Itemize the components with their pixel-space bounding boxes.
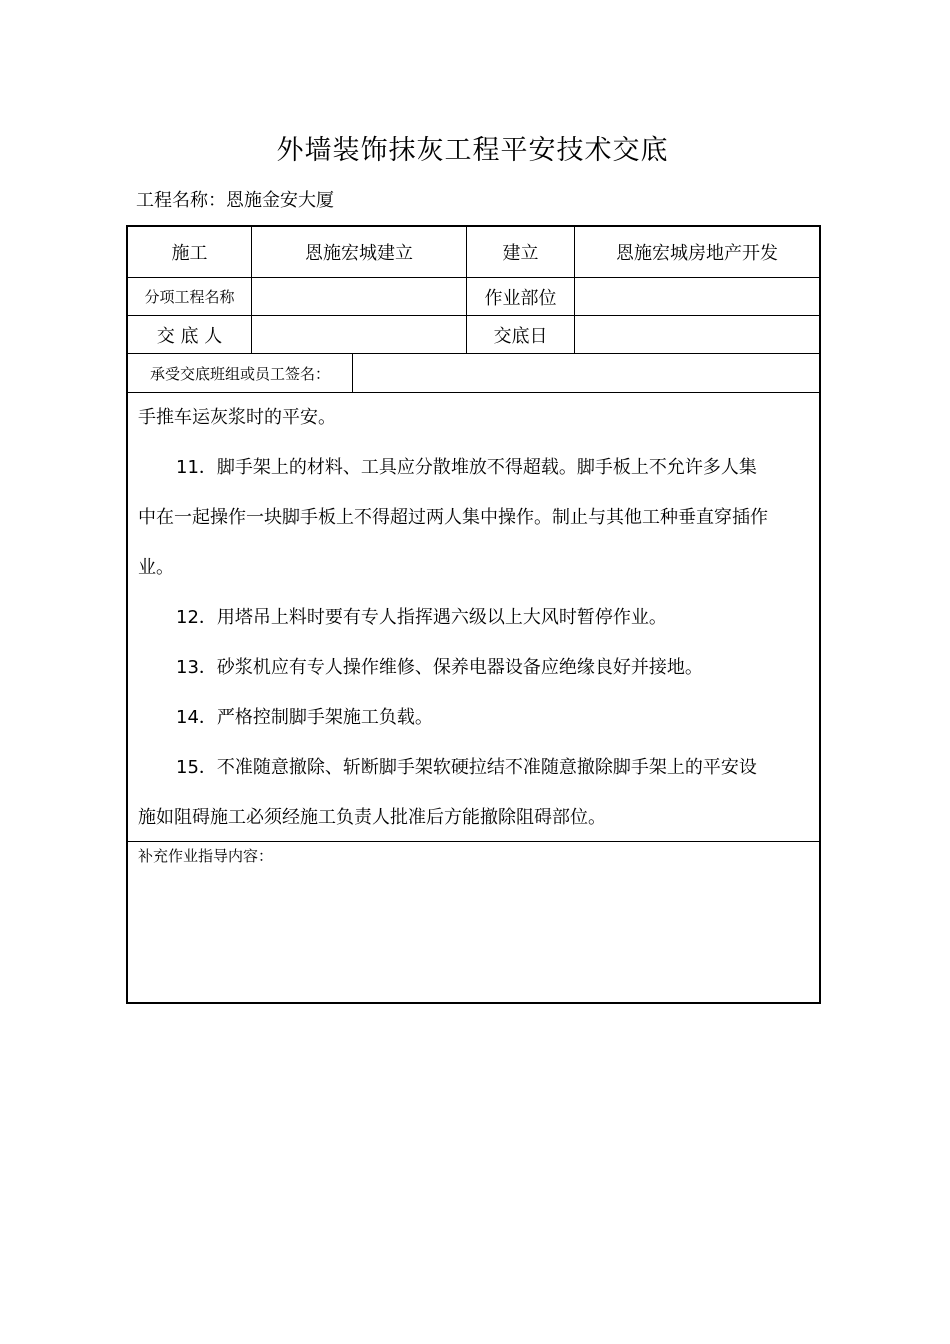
project-name-label: 工程名称： [136,190,226,211]
content-item-13: 13．砂浆机应有专人操作维修、保养电器设备应绝缘良好并接地。 [176,657,703,678]
project-name-line [136,186,334,212]
builder-value: 恩施宏城房地产开发 [616,243,778,264]
content-item-15: 15．不准随意撤除、斩断脚手架软硬拉结不准随意撤除脚手架上的平安设 [176,757,757,778]
disclosure-date-value [575,316,819,353]
disclosure-date-label: 交底日 [493,325,548,347]
content-item-15-cont: 施如阻碍施工必须经施工负责人批准后方能撤除阻碍部位。 [138,807,606,828]
supplement-label: 补充作业指导内容： [138,847,274,865]
signature-label: 承受交底班组或员工签名： [149,364,330,383]
content-item-11-end: 业。 [138,557,174,578]
discloser-value [252,316,466,353]
subitem-value [252,278,466,315]
content-item-11: 11．脚手架上的材料、工具应分散堆放不得超载。脚手板上不允许多人集 [176,457,757,478]
project-name-value: 恩施金安大厦 [226,190,334,211]
content-item-12: 12．用塔吊上料时要有专人指挥遇六级以上大风时暂停作业。 [176,607,667,628]
work-part-value [575,278,819,315]
discloser-label: 交 底 人 [156,325,223,347]
content-item-14: 14．严格控制脚手架施工负载。 [176,707,433,728]
subitem-label: 分项工程名称 [144,288,235,306]
content-line: 手推车运灰浆时的平安。 [138,407,336,428]
construction-value: 恩施宏城建立 [305,243,413,264]
builder-label: 建立 [502,243,539,264]
construction-label: 施工 [171,243,208,264]
signature-value [353,354,819,392]
document-title: 外墙装饰抹灰工程平安技术交底 [276,135,669,166]
disclosure-table [126,225,821,1004]
content-item-11-cont: 中在一起操作一块脚手板上不得超过两人集中操作。制止与其他工种垂直穿插作 [138,507,768,528]
work-part-label: 作业部位 [484,287,557,309]
